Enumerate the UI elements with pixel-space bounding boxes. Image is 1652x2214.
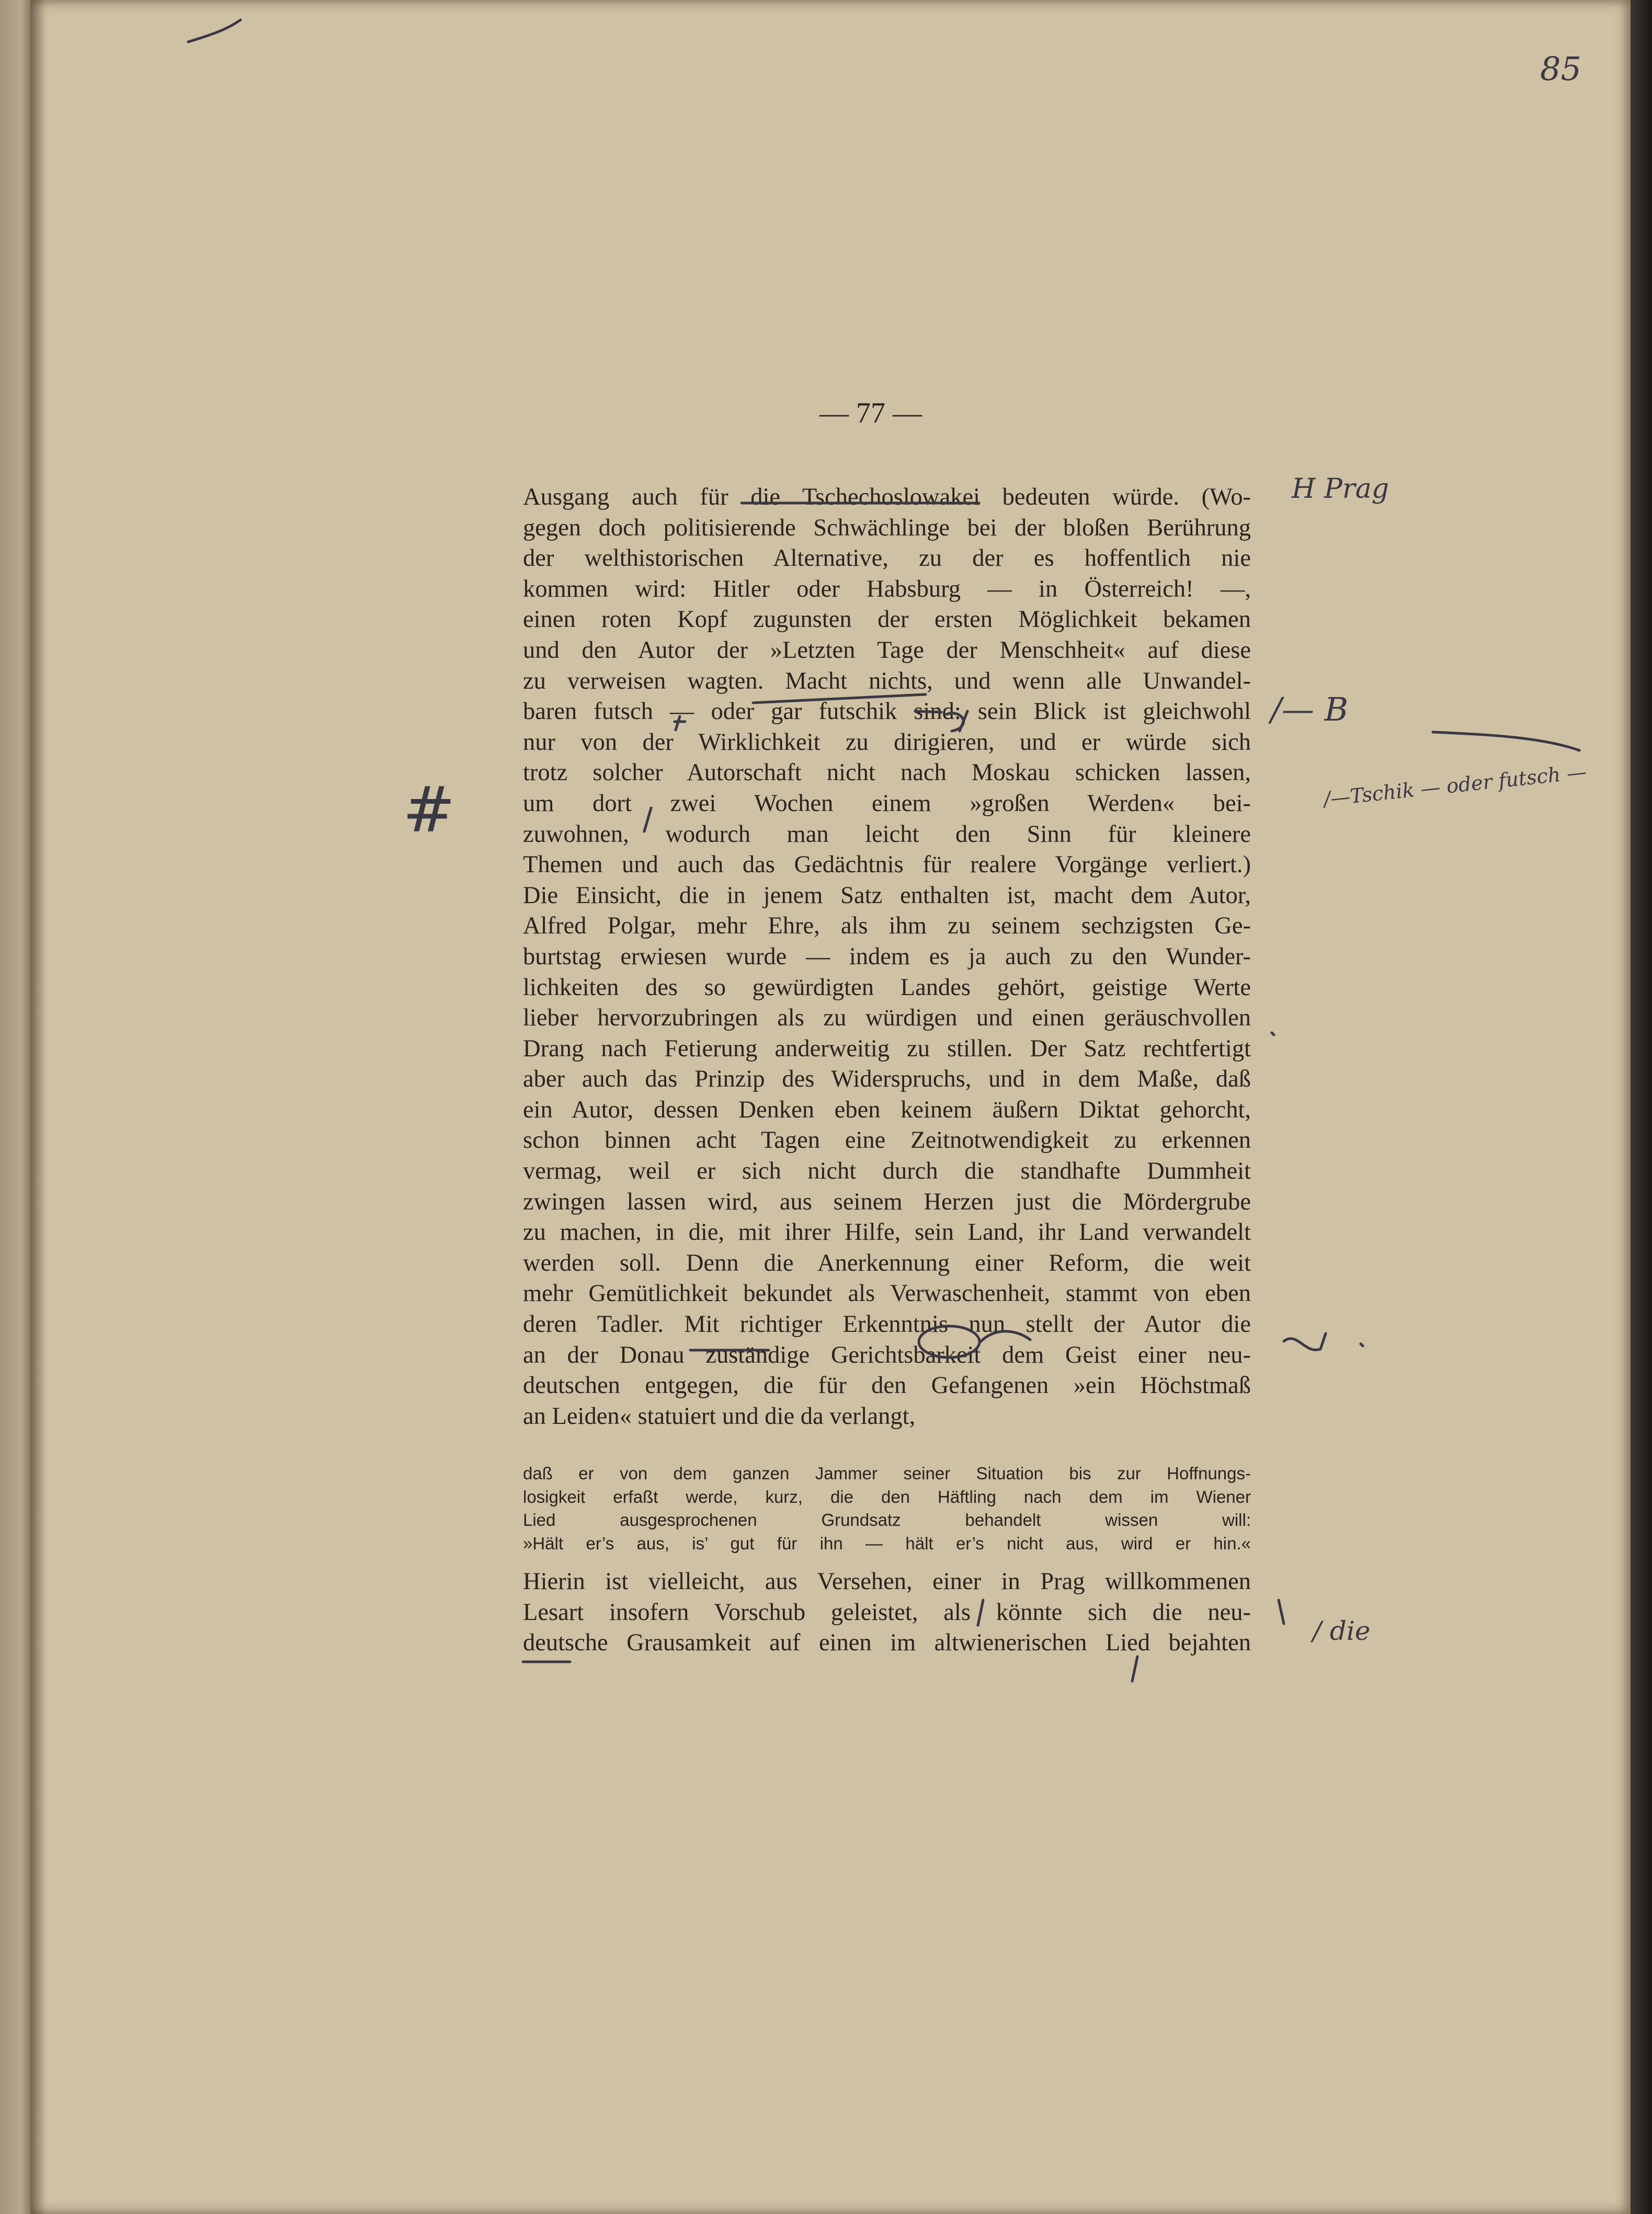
body-line: Alfred Polgar, mehr Ehre, als ihm zu seinem sechzigsten Ge- — [523, 912, 1251, 940]
hash-mark-icon: # — [403, 774, 455, 847]
body-line: Ausgang auch für die Tschechoslowakei bedeuten würde. (Wo- — [523, 484, 1251, 510]
body-line: zu machen, in die, mit ihrer Hilfe, sein Land, ihr Land verwandelt — [523, 1219, 1251, 1246]
body-line: burtstag erwiesen wurde — indem es ja auch zu den Wunder- — [523, 943, 1251, 970]
body-line: um dort zwei Wochen einem »großen Werden« bei- — [523, 790, 1251, 817]
body-line: deren Tadler. Mit richtiger Erkenntnis nun stellt der Autor die — [523, 1311, 1251, 1338]
body-line: schon binnen acht Tagen eine Zeitnotwendigkeit zu erkennen — [523, 1127, 1251, 1154]
annotation-prag: H Prag — [1292, 473, 1389, 505]
closing-line: Hierin ist vielleicht, aus Versehen, einer in Prag willkommenen — [523, 1568, 1251, 1595]
body-line: und den Autor der »Letzten Tage der Menschheit« auf diese — [523, 636, 1251, 664]
body-line: gegen doch politisierende Schwächlinge bei der bloßen Berührung — [523, 514, 1251, 541]
page-number: — 77 — — [819, 397, 922, 429]
facing-page-edge — [0, 0, 30, 2214]
body-line: kommen wird: Hitler oder Habsburg — in Österreich! —, — [523, 575, 1251, 602]
body-line: ein Autor, dessen Denken eben keinem äußern Diktat gehorcht, — [523, 1096, 1251, 1123]
body-line: baren futsch — oder gar futschik sind: sein Blick ist gleichwohl — [523, 698, 1251, 725]
page-edge-right — [1631, 0, 1652, 2214]
body-line: trotz solcher Autorschaft nicht nach Moskau schicken lassen, — [523, 759, 1251, 786]
spine-shadow — [30, 0, 46, 2214]
closing-line: deutsche Grausamkeit auf einen im altwienerischen Lied bejahten — [523, 1629, 1251, 1657]
block-quote — [523, 1462, 1251, 1555]
body-line: lichkeiten des so gewürdigten Landes gehört, geistige Werte — [523, 974, 1251, 1001]
body-line: zwingen lassen wird, aus seinem Herzen just die Mördergrube — [523, 1188, 1251, 1215]
body-line: Themen und auch das Gedächtnis für realere Vorgänge verliert.) — [523, 851, 1251, 878]
body-line: der welthistorischen Alternative, zu der es hoffentlich nie — [523, 545, 1251, 572]
body-line: zuwohnen, wodurch man leicht den Sinn für kleinere — [523, 820, 1251, 848]
body-line: Drang nach Fetierung anderweitig zu stillen. Der Satz rechtfertigt — [523, 1035, 1251, 1062]
quote-line: »Hält er’s aus, is’ gut für ihn — hält er’s nicht aus, wird er hin.« — [523, 1533, 1251, 1553]
body-line: vermag, weil er sich nicht durch die standhafte Dummheit — [523, 1158, 1251, 1185]
body-line: werden soll. Denn die Anerkennung einer Reform, die weit — [523, 1249, 1251, 1276]
closing-line: Lesart insofern Vorschub geleistet, als könnte sich die neu- — [523, 1599, 1251, 1626]
body-text — [523, 482, 1251, 1432]
body-line: zu verweisen wagten. Macht nichts, und wenn alle Unwandel- — [523, 667, 1251, 694]
quote-line: Lied ausgesprochenen Grundsatz behandelt wissen will: — [523, 1510, 1251, 1530]
closing-text — [523, 1567, 1251, 1659]
annotation-margin-mid: /— B — [1271, 690, 1349, 728]
body-line: aber auch das Prinzip des Widerspruchs, und in dem Maße, daß — [523, 1066, 1251, 1093]
body-line: lieber hervorzubringen als zu würdigen und einen geräuschvollen — [523, 1005, 1251, 1032]
folio-number: 85 — [1540, 50, 1581, 88]
body-line: an der Donau zuständige Gerichtsbarkeit dem Geist einer neu- — [523, 1341, 1251, 1368]
quote-line: daß er von dem ganzen Jammer seiner Situation bis zur Hoffnungs- — [523, 1464, 1251, 1483]
body-line: einen roten Kopf zugunsten der ersten Möglichkeit bekamen — [523, 606, 1251, 633]
body-line: deutschen entgegen, die für den Gefangenen »ein Höchstmaß — [523, 1372, 1251, 1399]
body-line: Die Einsicht, die in jenem Satz enthalten ist, macht dem Autor, — [523, 882, 1251, 909]
body-line: mehr Gemütlichkeit bekundet als Verwaschenheit, stammt von eben — [523, 1280, 1251, 1307]
body-line: nur von der Wirklichkeit zu dirigieren, und er würde sich — [523, 728, 1251, 756]
body-line: an Leiden« statuiert und die da verlangt, — [523, 1402, 916, 1430]
quote-line: losigkeit erfaßt werde, kurz, die den Häftling nach dem im Wiener — [523, 1487, 1251, 1507]
annotation-bottom-right: / die — [1313, 1616, 1371, 1646]
annotation-margin-long: /—Tschik — oder futsch — — [1323, 760, 1588, 811]
